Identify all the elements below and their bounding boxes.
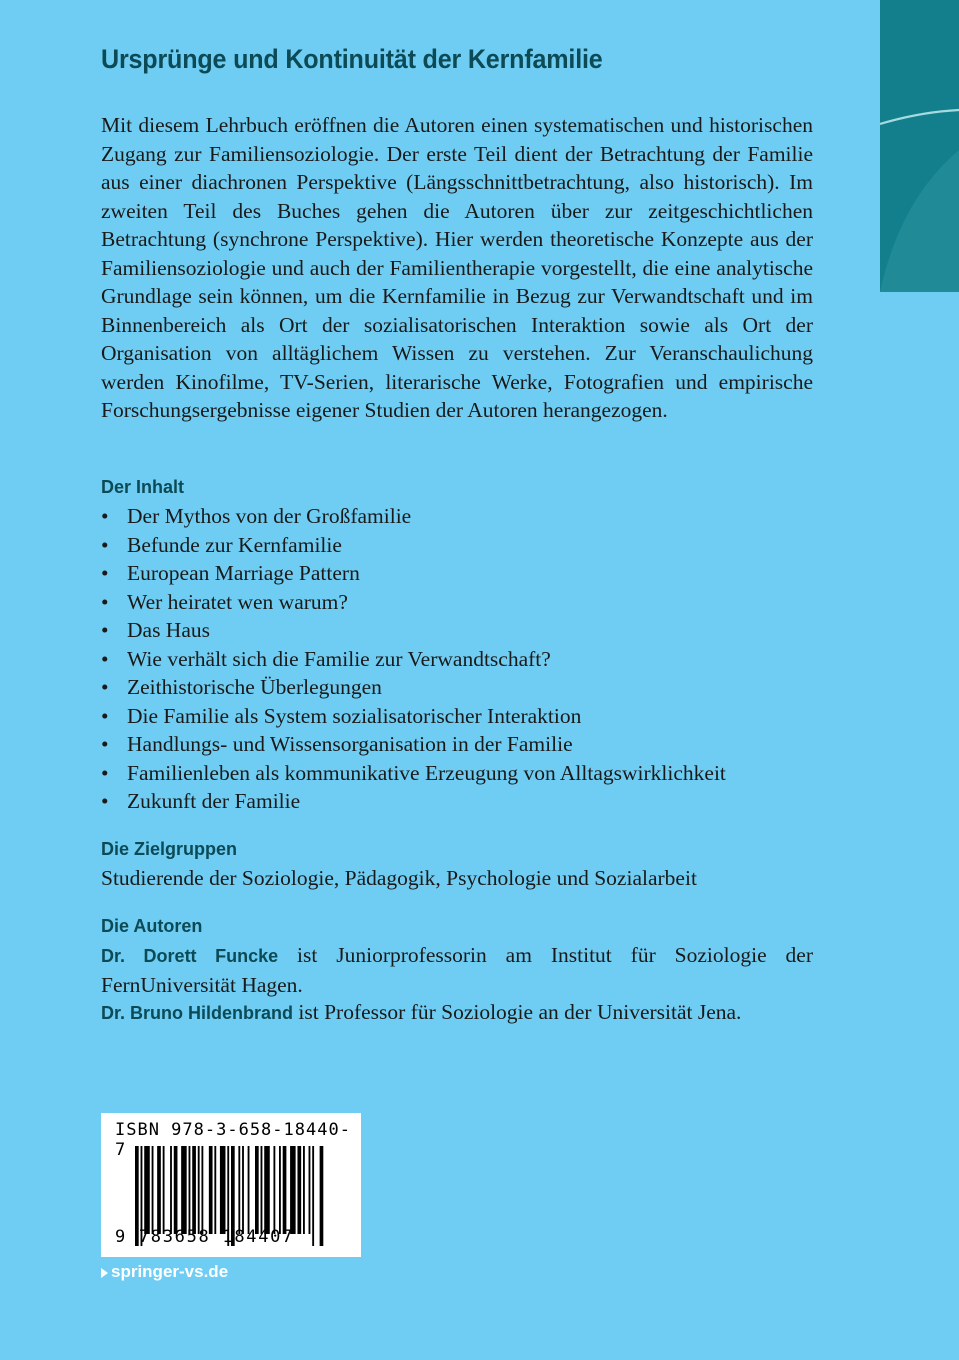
barcode-bar <box>303 1146 305 1234</box>
barcode-bar <box>144 1146 150 1234</box>
barcode-bar <box>248 1146 250 1234</box>
list-item: • European Marriage Pattern <box>101 559 726 588</box>
barcode-bar <box>273 1146 275 1234</box>
bullet: • <box>101 703 109 728</box>
barcode-bar <box>198 1146 200 1234</box>
bullet: • <box>101 532 109 557</box>
bullet: • <box>101 618 109 642</box>
list-item: • Zeithistorische Überlegungen <box>101 673 726 702</box>
barcode-bar <box>264 1146 270 1234</box>
bullet: • <box>101 589 109 614</box>
list-item: • Das Haus <box>101 616 726 645</box>
list-item: • Zukunft der Familie <box>101 787 726 816</box>
bullet: • <box>101 504 109 528</box>
isbn-label: ISBN 978-3-658-18440-7 <box>115 1120 351 1160</box>
barcode-bar <box>214 1146 216 1234</box>
barcode-bar <box>238 1146 240 1234</box>
bullet: • <box>101 561 109 585</box>
barcode-bar <box>163 1146 165 1234</box>
barcode-bar <box>290 1146 296 1234</box>
author-1 <box>101 941 813 999</box>
isbn-digits: 9 783658 184407 <box>115 1227 295 1247</box>
barcode-bar <box>320 1146 324 1246</box>
barcode-bar <box>261 1146 263 1234</box>
book-description: Mit diesem Lehrbuch eröffnen die Autoren einen systematischen und historischen Zugang zur Familiensoziologie. Der erste Teil dient der Betrachtung der Familie aus einer diachronen Perspektive (Längsschnittbetrachtung, also historisch). Im zweiten Teil des Buches gehen die Autoren über zur zeitgeschichtlichen Betrachtung (synchrone Perspektive). Hier werden theoretische Konzepte aus der Familiensoziologie und auch der Familientherapie vorgestellt, die eine analytische Grundlage sein können, um die Kernfamilie in Bezug zur Verwandtschaft und im Binnenbereich als Ort der sozialisatorischen Interaktion sowie als Ort der Organisation von alltäglichem Wissen zu verstehen. Zur Veranschaulichung werden Kinofilme, TV-Serien, literarische Werke, Fotografien und empirische Forschungsergebnisse eigener Studien der Autoren herangezogen. <box>101 113 813 422</box>
bullet: • <box>101 675 109 699</box>
barcode-bar <box>279 1146 281 1234</box>
barcode-bar <box>297 1146 301 1234</box>
barcode-bar <box>255 1146 259 1234</box>
barcode-bar <box>209 1146 213 1234</box>
arrow-icon <box>101 1268 108 1278</box>
barcode-bar <box>220 1146 226 1234</box>
authors-heading: Die Autoren <box>101 916 203 936</box>
audience-heading: Die Zielgruppen <box>101 839 238 859</box>
author-2-bio: ist Professor für Soziologie an der Universität Jena. <box>293 1000 742 1024</box>
audience-text: Studierende der Soziologie, Pädagogik, Psychologie und Sozialarbeit <box>101 866 697 890</box>
barcode <box>101 1113 361 1257</box>
contents-list <box>101 502 726 816</box>
bullet: • <box>101 646 109 671</box>
barcode-bar <box>312 1146 314 1246</box>
list-item: • Befunde zur Kernfamilie <box>101 531 726 560</box>
list-item: • Handlungs- und Wissensorganisation in der Familie <box>101 730 726 759</box>
contents-heading: Der Inhalt <box>101 477 185 497</box>
barcode-bar <box>152 1146 154 1234</box>
barcode-bar <box>157 1146 161 1234</box>
list-item: • Die Familie als System sozialisatorischer Interaktion <box>101 702 726 731</box>
corner-decoration <box>880 0 959 292</box>
barcode-bar <box>283 1146 287 1234</box>
author-2-name: Dr. Bruno Hildenbrand <box>101 1003 294 1023</box>
bullet: • <box>101 789 109 813</box>
website-text: springer-vs.de <box>111 1262 229 1281</box>
barcode-bar <box>242 1146 244 1234</box>
website-link[interactable] <box>101 1262 228 1282</box>
book-title: Ursprünge und Kontinuität der Kernfamilie <box>101 44 603 74</box>
author-1-name: Dr. Dorett Funcke <box>101 946 279 966</box>
barcode-bar <box>181 1146 187 1234</box>
list-item: • Der Mythos von der Großfamilie <box>101 502 726 531</box>
list-item: • Wer heiratet wen warum? <box>101 588 726 617</box>
bullet: • <box>101 760 109 785</box>
barcode-bar <box>201 1146 203 1234</box>
author-1-bio: ist Juniorprofessorin am Institut für Soziologie der FernUniversität Hagen. <box>101 943 814 997</box>
barcode-bar <box>174 1146 178 1234</box>
barcode-bar <box>170 1146 172 1234</box>
list-item: • Familienleben als kommunikative Erzeugung von Alltagswirklichkeit <box>101 759 726 788</box>
barcode-bar <box>189 1146 191 1234</box>
barcode-bar <box>309 1146 311 1234</box>
bullet: • <box>101 732 109 756</box>
author-2 <box>101 998 813 1028</box>
barcode-bar <box>192 1146 196 1234</box>
list-item: • Wie verhält sich die Familie zur Verwandtschaft? <box>101 645 726 674</box>
